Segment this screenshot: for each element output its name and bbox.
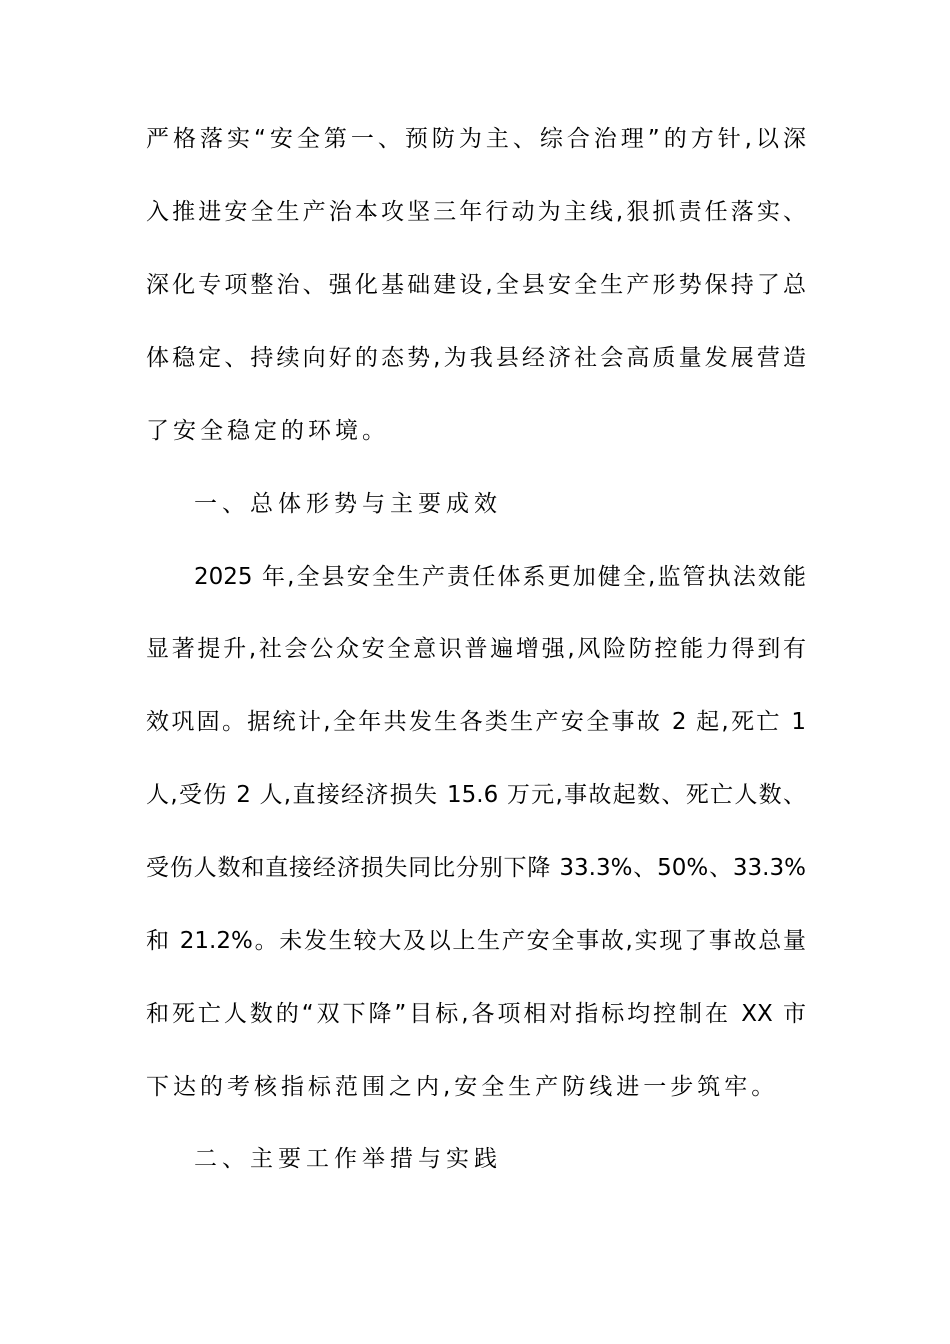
text-line: 人,受伤 2 人,直接经济损失 15.6 万元,事故起数、死亡人数、	[146, 782, 806, 808]
text-line: 入推进安全生产治本攻坚三年行动为主线,狠抓责任落实、	[146, 199, 806, 225]
text-line: 2025 年,全县安全生产责任体系更加健全,监管执法效能	[194, 564, 806, 590]
text-line: 和死亡人数的“双下降”目标,各项相对指标均控制在 XX 市	[146, 1001, 806, 1027]
section-heading: 二、主要工作举措与实践	[194, 1146, 502, 1172]
text-line: 效巩固。据统计,全年共发生各类生产安全事故 2 起,死亡 1	[146, 709, 806, 735]
text-line: 和 21.2%。未发生较大及以上生产安全事故,实现了事故总量	[146, 928, 806, 954]
text-line: 体稳定、持续向好的态势,为我县经济社会高质量发展营造	[146, 345, 806, 371]
text-line: 深化专项整治、强化基础建设,全县安全生产形势保持了总	[146, 272, 806, 298]
text-line: 下达的考核指标范围之内,安全生产防线进一步筑牢。	[146, 1074, 779, 1100]
section-heading: 一、总体形势与主要成效	[194, 491, 502, 517]
text-line: 严格落实“安全第一、预防为主、综合治理”的方针,以深	[146, 126, 806, 152]
text-line: 显著提升,社会公众安全意识普遍增强,风险防控能力得到有	[146, 636, 806, 662]
text-line: 受伤人数和直接经济损失同比分别下降 33.3%、50%、33.3%	[146, 855, 806, 881]
text-line: 了安全稳定的环境。	[146, 418, 389, 444]
